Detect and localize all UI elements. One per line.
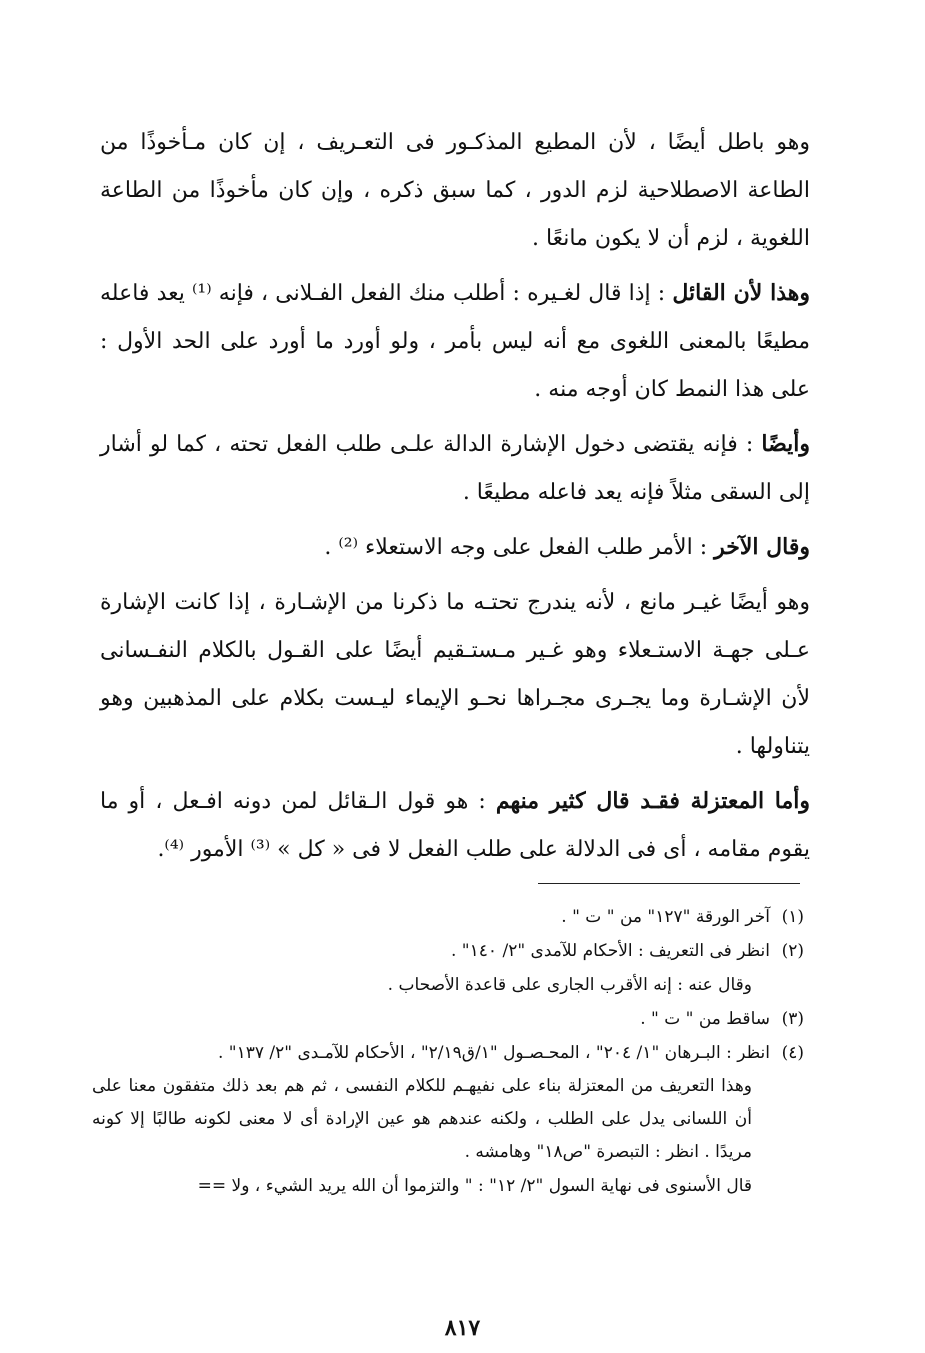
paragraph-lead: وأيضًا [761,431,810,457]
footnote-text: آخر الورقة "١٢٧" من " ت " . [561,907,770,927]
footnote-1 [92,900,804,934]
paragraph-4 [100,523,810,572]
footnote-number: (٤) [781,1043,804,1063]
footnote-number: (١) [781,907,804,927]
footnote-2 [92,934,804,968]
paragraph-text: وهو أيضًا غيـر مانع ، لأنه يندرج تحتـه ما ذكرنا من الإشـارة ، إذا كانت الإشارة عـلى جهـة الاستـعلاء وهو غـير مـستـقيم أيضًا على القـول بالكلام النفـسانى لأن الإشـارة وما يجـرى مجـراها نحـو الإيماء ليـست بكلام على المذهبين وهو يتناولها . [100,590,810,759]
paragraph-6 [100,777,810,874]
paragraph-3 [100,420,810,517]
footnote-4-continuation-2 [92,1169,804,1203]
footnote-number: (٢) [781,941,804,961]
footnote-3 [92,1002,804,1036]
footnote-text: وهذا التعريف من المعتزلة بناء على نفيهـم للكلام النفسى ، ثم هم بعد ذلك متفقون معنا على أن اللسانى يدل على الطلب ، ولكنه عندهم هو عين الإرادة أى لا معنى لكونه طالبًا إلا كونه مريدًا . انظر : التبصرة "ص١٨" وهامشه . [92,1076,752,1162]
paragraph-1 [100,118,810,263]
footnote-divider [538,883,800,884]
footnote-text: وقال عنه : إنه الأقرب الجارى على قاعدة الأصحاب . [387,975,752,995]
footnote-2-continuation [92,968,804,1002]
paragraph-lead: وقال الآخر [714,534,810,560]
paragraph-text: : هو قول الـقائل لمن دونه افـعل ، أو ما يقوم مقامه ، أى فى الدلالة على طلب الفعل لا فى « كل » ⁽³⁾ الأمور ⁽⁴⁾. [100,789,810,862]
footnote-text: انظر : البـرهان "١/ ٢٠٤" ، المحـصـول "١/ق٢/١٩" ، الأحكام للآمـدى "٢/ ١٣٧" . [217,1043,770,1063]
footnote-text: انظر فى التعريف : الأحكام للآمدى "٢/ ١٤٠" . [451,941,770,961]
paragraph-lead: وأما المعتزلة فقـد قال كثير منهم [495,788,810,814]
footnote-text: ساقط من " ت " . [640,1009,770,1029]
footnotes [92,900,804,1203]
page-number: ٨١٧ [444,1315,481,1341]
footnote-4 [92,1036,804,1070]
paragraph-text: : إذا قال لغـيره : أطلب منك الفعل الفـلانى ، فإنه ⁽¹⁾ يعد فاعله مطيعًا بالمعنى اللغوى مع أنه ليس بأمر ، ولو أورد ما أورد على الحد الأول : على هذا النمط كان أوجه منه . [100,281,810,402]
paragraph-text: وهو باطل أيضًا ، لأن المطيع المذكـور فى التعـريف ، إن كان مـأخوذًا من الطاعة الاصطلاحية لزم الدور ، كما سبق ذكره ، وإن كان مأخوذًا من الطاعة اللغوية ، لزم أن لا يكون مانعًا . [100,130,810,251]
paragraph-text: : فإنه يقتضى دخول الإشارة الدالة علـى طلب الفعل تحته ، كما لو أشار إلى السقى مثلاً فإنه يعد فاعله مطيعًا . [100,432,810,505]
paragraph-5 [100,578,810,771]
footnote-number: (٣) [781,1009,804,1029]
paragraph-lead: وهذا لأن القائل [672,280,810,306]
main-text [100,118,810,880]
footnote-4-continuation [92,1070,804,1169]
paragraph-text: : الأمر طلب الفعل على وجه الاستعلاء ⁽²⁾ . [324,535,715,560]
footnote-text: قال الأسنوى فى نهاية السول "٢/ ١٢" : " والتزموا أن الله يريد الشيء ، ولا == [197,1176,752,1196]
paragraph-2 [100,269,810,414]
